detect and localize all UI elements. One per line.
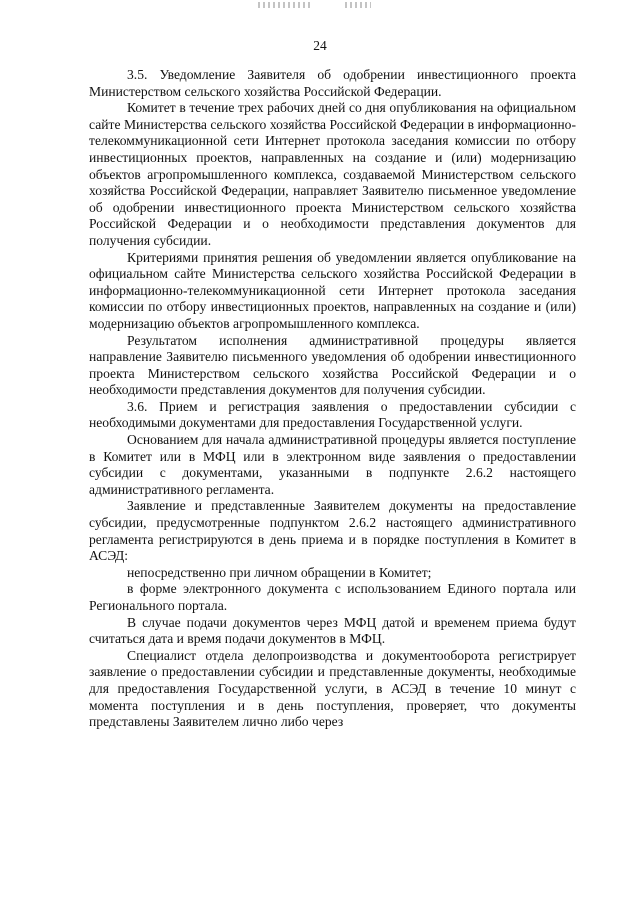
paragraph: Основанием для начала административной процедуры является поступление в Комитет или в МФЦ или в электронном виде заявления о предоставлении субсидии с документами, указанными в подпункте 2.6.2 настоящего административного регламента. [89,432,576,497]
page-number: 24 [313,38,327,53]
paragraph: В случае подачи документов через МФЦ датой и временем приема будут считаться дата и время подачи документов в МФЦ. [89,614,576,647]
paragraph: Критериями принятия решения об уведомлении является опубликование на официальном сайте Министерства сельского хозяйства Российской Федерации в информационно-телекоммуникационной сети Интернет протокола заседания комиссии по отбору инвестиционных проектов, направленных на создание и (или) модернизацию объектов агропромышленного комплекса. [89,249,576,331]
scan-artifact [345,2,371,8]
section-heading-3-6: 3.6. Прием и регистрация заявления о предоставлении субсидии с необходимыми документами для предоставления Государственной услуги. [89,398,576,431]
scan-artifact [258,2,310,8]
paragraph: Специалист отдела делопроизводства и документооборота регистрирует заявление о предоставлении субсидии и представленные документы, необходимые для предоставления Государственной услуги, в АСЭД в течение 10 минут с момента поступления и в день поступления, проверяет, что документы представлены Заявителем лично либо через [89,647,576,730]
document-body [89,67,576,731]
list-item: в форме электронного документа с использованием Единого портала или Регионального портала. [89,581,576,613]
list-item: непосредственно при личном обращении в Комитет; [127,564,432,580]
paragraph: Результатом исполнения административной процедуры является направление Заявителю письменного уведомления об одобрении инвестиционного проекта Министерством сельского хозяйства Российской Федерации и о необходимости представления документов для получения субсидии. [89,332,576,398]
section-heading-3-5: 3.5. Уведомление Заявителя об одобрении инвестиционного проекта Министерством сельского хозяйства Российской Федерации. [89,67,576,99]
paragraph: Заявление и представленные Заявителем документы на предоставление субсидии, предусмотренные подпунктом 2.6.2 настоящего административного регламента регистрируются в день приема и в порядке поступления в Комитет в АСЭД: [89,498,576,564]
paragraph: Комитет в течение трех рабочих дней со дня опубликования на официальном сайте Министерства сельского хозяйства Российской Федерации в информационно-телекоммуникационной сети Интернет протокола заседания комиссии по отбору инвестиционных проектов, направленных на создание и (или) модернизацию объектов агропромышленного комплекса, создаваемой Министерством сельского хозяйства Российской Федерации, направляет Заявителю письменное уведомление об одобрении инвестиционного проекта Министерством сельского хозяйства Российской Федерации и о необходимости представления документов для получения субсидии. [89,100,576,248]
